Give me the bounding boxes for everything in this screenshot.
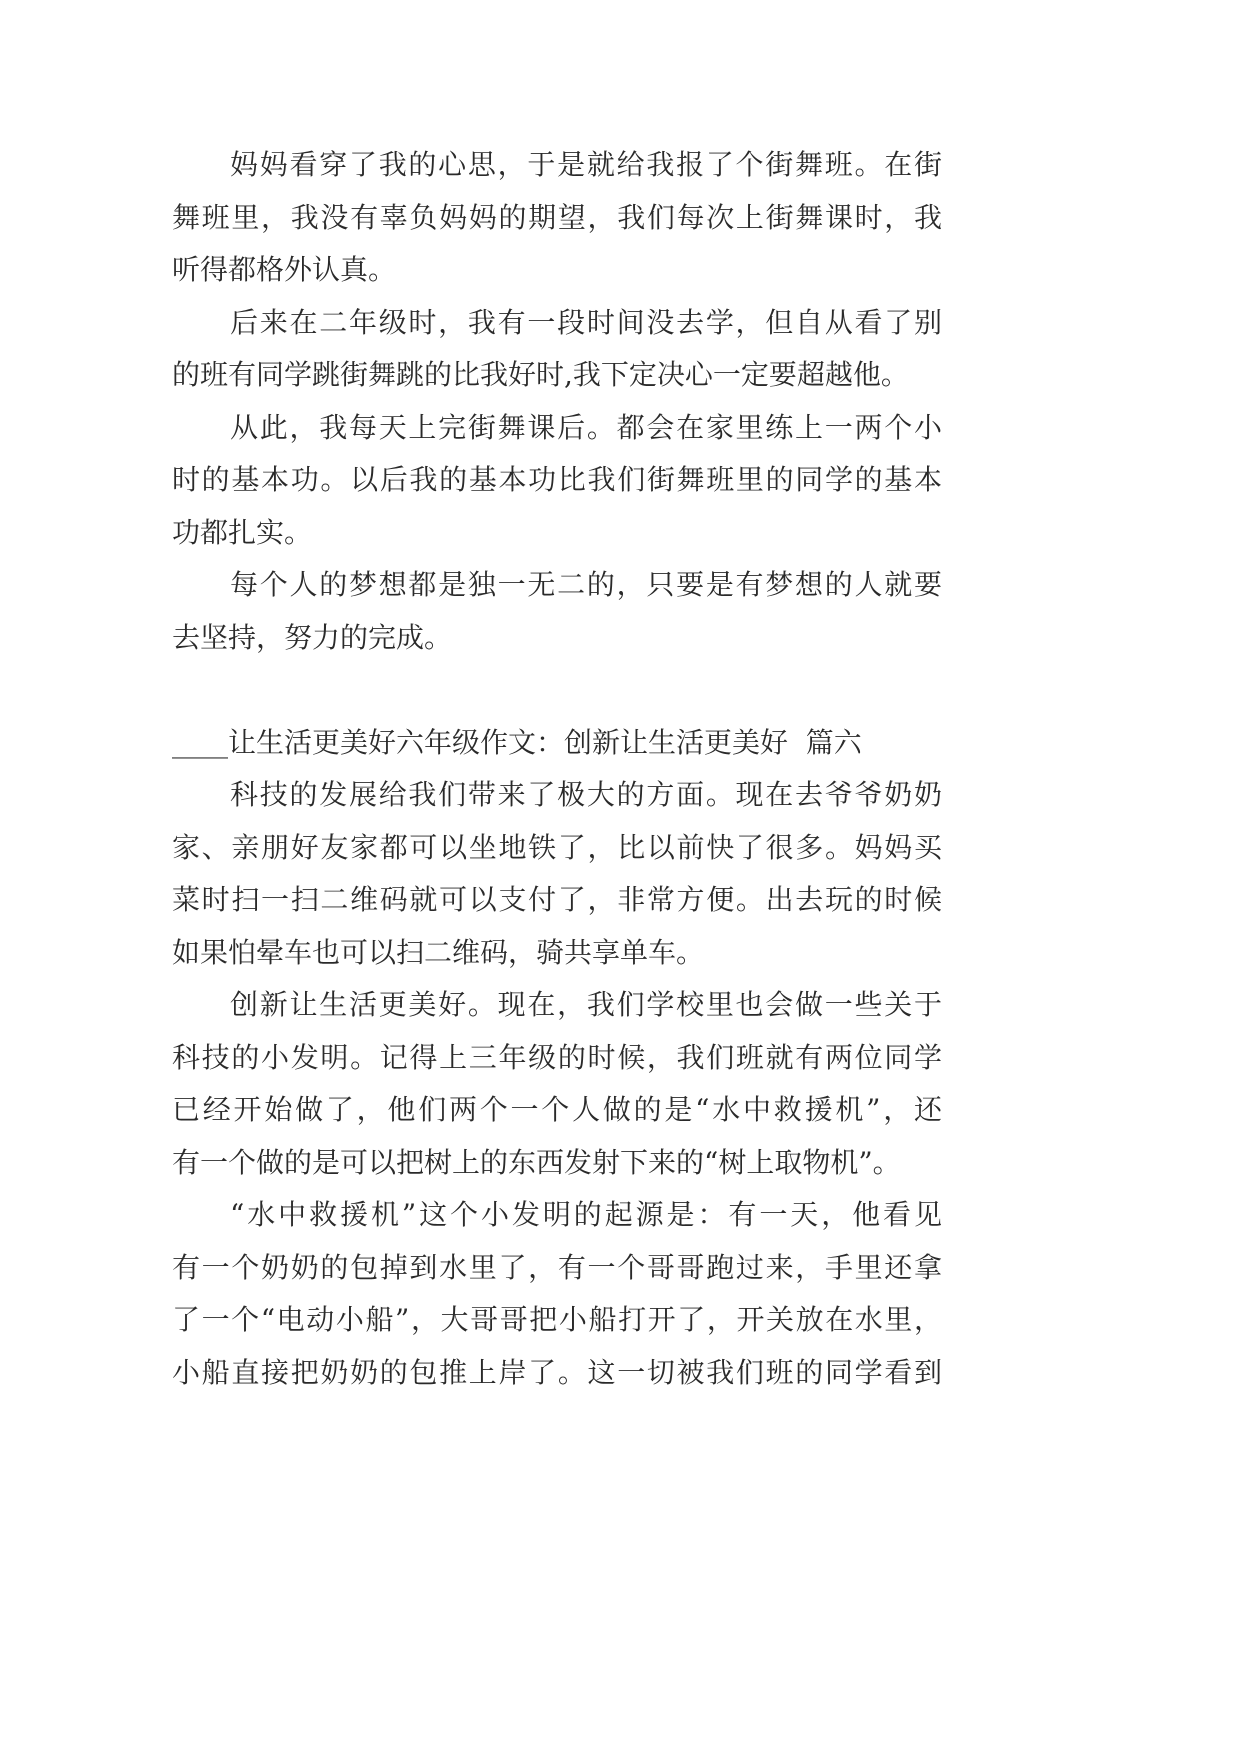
text-line: 妈妈看穿了我的心思，于是就给我报了个街舞班。在街 xyxy=(230,148,942,181)
text-line: 小船直接把奶奶的包推上岸了。这一切被我们班的同学看到 xyxy=(172,1355,942,1389)
paragraph-dance-class xyxy=(172,139,942,297)
text-line: 时的基本功。以后我的基本功比我们街舞班里的同学的基本 xyxy=(172,463,942,496)
text-line: 每个人的梦想都是独一无二的，只要是有梦想的人就要 xyxy=(230,568,942,601)
paragraph-second-grade xyxy=(172,297,942,402)
text-line: “水中救援机”这个小发明的起源是：有一天，他看见 xyxy=(230,1198,942,1231)
paragraph-dreams xyxy=(172,559,942,664)
paragraph-technology xyxy=(172,769,942,979)
text-line: 有一个做的是可以把树上的东西发射下来的“树上取物机”。 xyxy=(172,1145,901,1179)
text-line: 如果怕晕车也可以扫二维码，骑共享单车。 xyxy=(172,935,705,969)
text-line: 的班有同学跳街舞跳的比我好时,我下定决心一定要超越他。 xyxy=(172,358,909,391)
text-line: 创新让生活更美好。现在，我们学校里也会做一些关于 xyxy=(230,988,942,1021)
section-heading: ____让生活更美好六年级作文：创新让生活更美好 篇六 xyxy=(172,725,862,759)
text-line: 家、亲朋好友家都可以坐地铁了，比以前快了很多。妈妈买 xyxy=(172,830,942,864)
text-line: 有一个奶奶的包掉到水里了，有一个哥哥跑过来，手里还拿 xyxy=(172,1250,942,1284)
text-line: 听得都格外认真。 xyxy=(172,253,397,286)
paragraph-practice xyxy=(172,402,942,560)
document-page xyxy=(172,139,942,1399)
paragraph-rescue-machine xyxy=(172,1189,942,1399)
text-line: 菜时扫一扫二维码就可以支付了，非常方便。出去玩的时候 xyxy=(172,883,942,916)
text-line: 功都扎实。 xyxy=(172,515,313,549)
paragraph-innovation xyxy=(172,979,942,1189)
text-line: 科技的发展给我们带来了极大的方面。现在去爷爷奶奶 xyxy=(230,778,942,811)
blank-line xyxy=(172,664,942,717)
text-line: 科技的小发明。记得上三年级的时候，我们班就有两位同学 xyxy=(172,1040,942,1074)
text-line: 去坚持，努力的完成。 xyxy=(172,620,453,654)
text-line: 了一个“电动小船”，大哥哥把小船打开了，开关放在水里， xyxy=(172,1303,942,1336)
text-line: 已经开始做了，他们两个一个人做的是“水中救援机”，还 xyxy=(172,1093,942,1126)
text-line: 后来在二年级时，我有一段时间没去学，但自从看了别 xyxy=(230,305,942,339)
text-line: 舞班里，我没有辜负妈妈的期望，我们每次上街舞课时，我 xyxy=(172,200,942,234)
text-line: 从此，我每天上完街舞课后。都会在家里练上一两个小 xyxy=(230,410,942,444)
